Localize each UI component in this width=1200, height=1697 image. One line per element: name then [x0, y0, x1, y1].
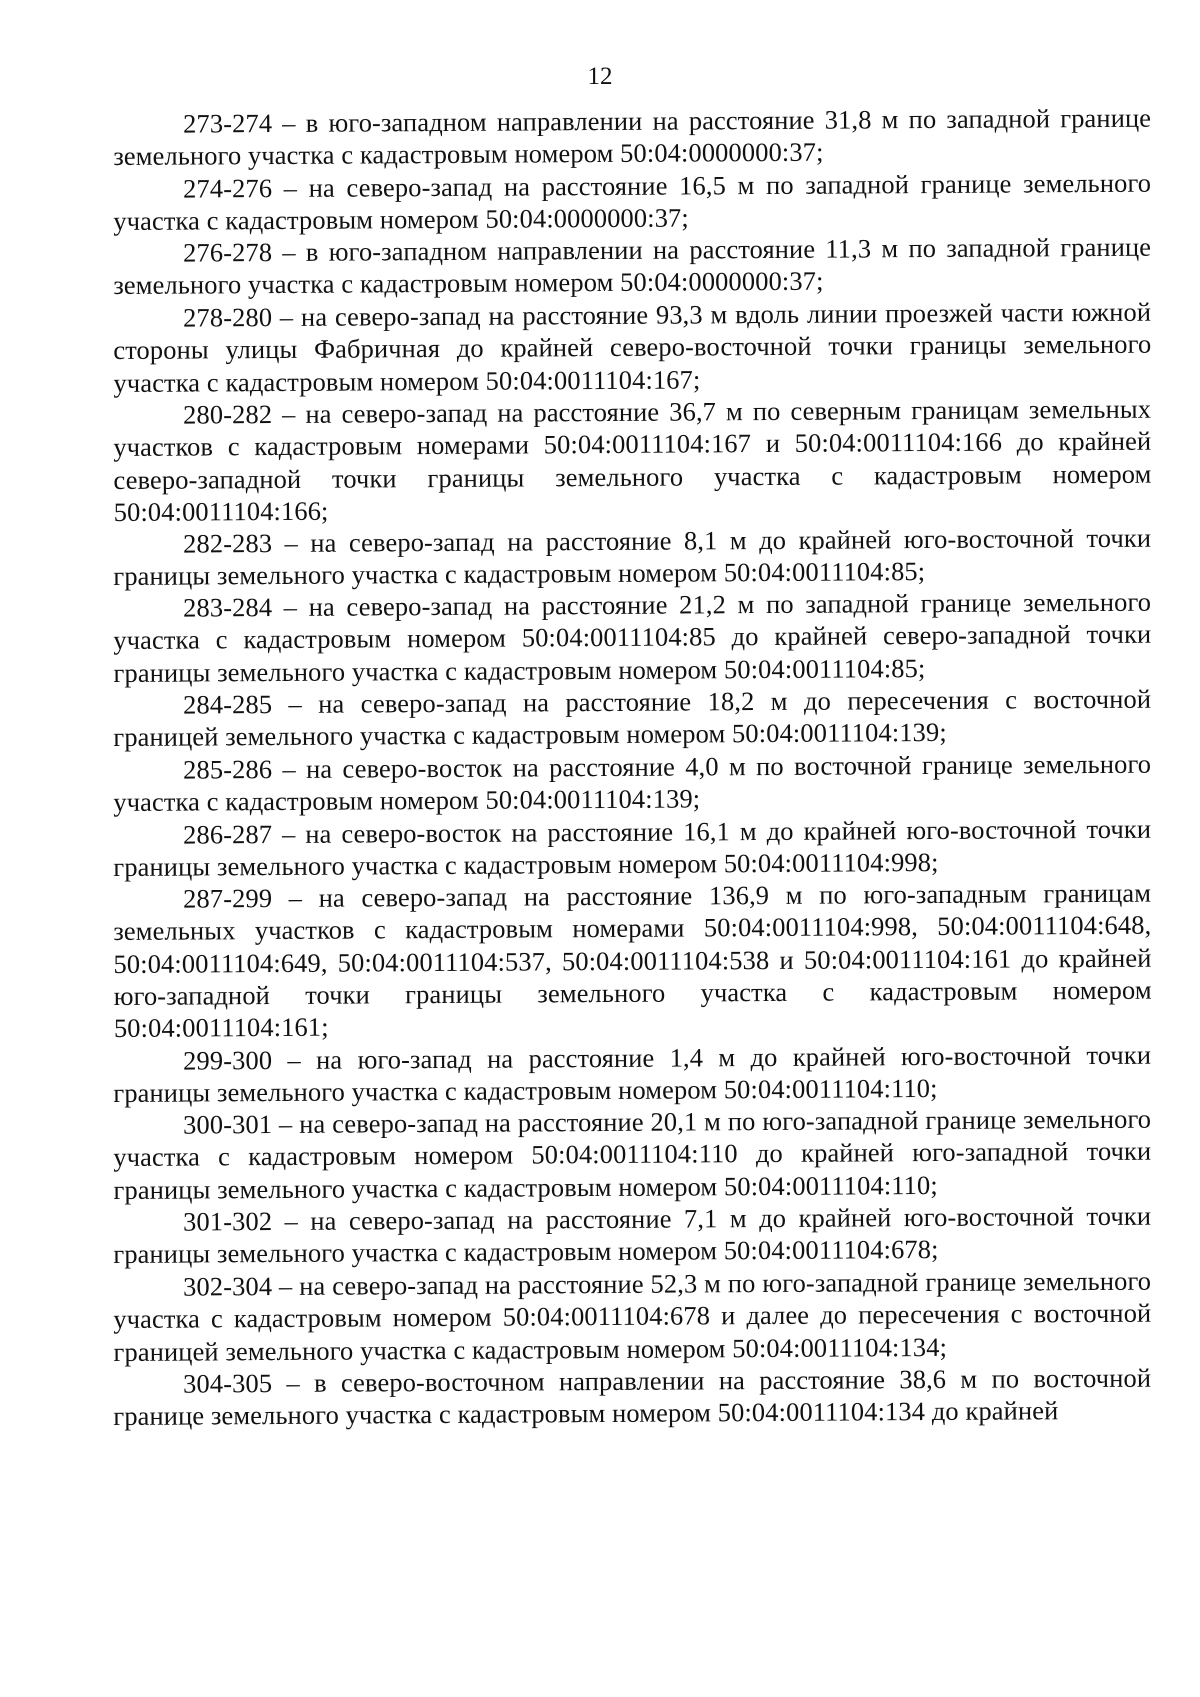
boundary-segment-paragraph: 302-304 – на северо-запад на расстояние 52,3 м по юго-западной границе земельного участка с кадастровым номером 50:04:0011104:678 и далее до пересечения с восточной границей земельного участка с кадастровым номером 50:04:0011104:134;: [113, 1265, 1152, 1367]
boundary-segment-paragraph: 300-301 – на северо-запад на расстояние 20,1 м по юго-западной границе земельного участка с кадастровым номером 50:04:0011104:110 до крайней юго-западной точки границы земельного участка с кадастровым номером 50:04:0011104:110;: [113, 1103, 1152, 1205]
boundary-segment-paragraph: 276-278 – в юго-западном направлении на расстояние 11,3 м по западной границе земельного участка с кадастровым номером 50:04:0000000:37;: [113, 231, 1152, 301]
document-body: [113, 102, 1152, 1432]
boundary-segment-paragraph: 282-283 – на северо-запад на расстояние 8,1 м до крайней юго-восточной точки границы земельного участка с кадастровым номером 50:04:0011104:85;: [113, 522, 1152, 592]
boundary-segment-paragraph: 273-274 – в юго-западном направлении на расстояние 31,8 м по западной границе земельного участка с кадастровым номером 50:04:0000000:37;: [113, 102, 1152, 172]
boundary-segment-paragraph: 285-286 – на северо-восток на расстояние 4,0 м по восточной границе земельного участка с кадастровым номером 50:04:0011104:139;: [113, 748, 1152, 818]
page-number: 12: [587, 63, 613, 90]
boundary-segment-paragraph: 301-302 – на северо-запад на расстояние 7,1 м до крайней юго-восточной точки границы земельного участка с кадастровым номером 50:04:0011104:678;: [113, 1200, 1152, 1270]
boundary-segment-paragraph: 286-287 – на северо-восток на расстояние 16,1 м до крайней юго-восточной точки границы земельного участка с кадастровым номером 50:04:0011104:998;: [113, 813, 1152, 882]
boundary-segment-paragraph: 283-284 – на северо-запад на расстояние 21,2 м по западной границе земельного участка с кадастровым номером 50:04:0011104:85 до крайней северо-западной точки границы земельного участка с кадастровым номером 50:04:0011104:85;: [113, 587, 1152, 689]
boundary-segment-paragraph: 280-282 – на северо-запад на расстояние 36,7 м по северным границам земельных участков с кадастровым номерами 50:04:0011104:167 и 50:04:0011104:166 до крайней северо-западной точки границы земельного участка с кадастровым номером 50:04:0011104:166;: [113, 393, 1152, 527]
boundary-segment-paragraph: 278-280 – на северо-запад на расстояние 93,3 м вдоль линии проезжей части южной стороны улицы Фабричная до крайней северо-восточной точки границы земельного участка с кадастровым номером 50:04:0011104:167;: [113, 296, 1152, 398]
boundary-segment-paragraph: 287-299 – на северо-запад на расстояние 136,9 м по юго-западным границам земельных участков с кадастровым номерами 50:04:0011104:998, 50:04:0011104:648, 50:04:0011104:649, 50:04:0011104:537, 50:04:0011104:538 и 50:04:0011104:161 до крайней юго-западной точки границы земельного участка с кадастровым номером 50:04:0011104:161;: [113, 877, 1152, 1044]
boundary-segment-paragraph: 274-276 – на северо-запад на расстояние 16,5 м по западной границе земельного участка с кадастровым номером 50:04:0000000:37;: [113, 167, 1152, 236]
boundary-segment-paragraph: 299-300 – на юго-запад на расстояние 1,4 м до крайней юго-восточной точки границы земельного участка с кадастровым номером 50:04:0011104:110;: [113, 1039, 1152, 1108]
boundary-segment-paragraph: 284-285 – на северо-запад на расстояние 18,2 м до пересечения с восточной границей земельного участка с кадастровым номером 50:04:0011104:139;: [113, 684, 1152, 753]
boundary-segment-paragraph: 304-305 – в северо-восточном направлении на расстояние 38,6 м по восточной границе земельного участка с кадастровым номером 50:04:0011104:134 до крайней: [113, 1362, 1152, 1431]
